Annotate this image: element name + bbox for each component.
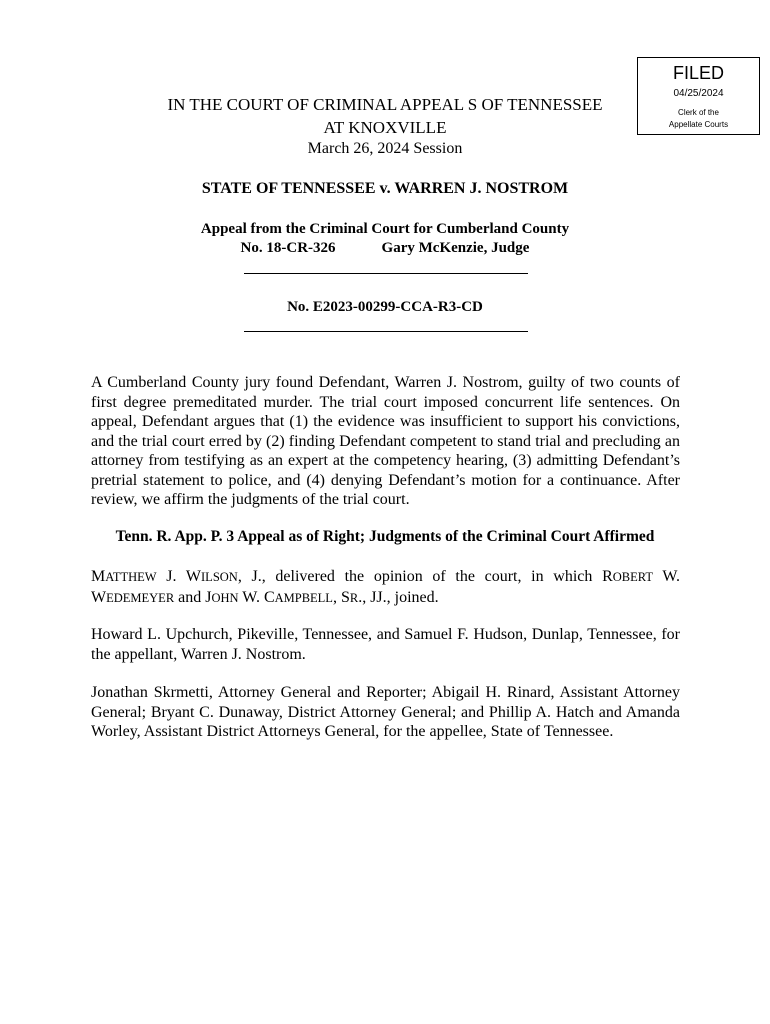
author-name-part: M bbox=[91, 568, 106, 585]
author-name-part: ILSON bbox=[201, 570, 238, 584]
judge-name-part: R bbox=[349, 590, 359, 605]
divider-rule bbox=[244, 273, 528, 274]
session-date: March 26, 2024 Session bbox=[307, 140, 463, 157]
opinion-authorship bbox=[91, 567, 680, 608]
opinion-text: , J., delivered the opinion of the court, in which R bbox=[237, 568, 613, 585]
judge-name-part: , S bbox=[332, 588, 350, 606]
stamp-clerk-line: Clerk of the bbox=[678, 108, 719, 117]
stamp-title: FILED bbox=[672, 63, 724, 83]
divider-rule bbox=[244, 331, 528, 332]
appellant-counsel: Howard L. Upchurch, Pikeville, Tennessee, and Samuel F. Hudson, Dunlap, Tennessee, for the appellant, Warren J. Nostrom. bbox=[91, 626, 680, 663]
judge-name-part: EDEMEYER bbox=[106, 590, 175, 605]
judge-name-part: AMPBELL bbox=[274, 590, 333, 605]
author-name-part: ATTHEW bbox=[105, 570, 157, 584]
stamp-courts-line: Appellate Courts bbox=[668, 120, 729, 129]
court-location: AT KNOXVILLE bbox=[323, 118, 447, 137]
opinion-text: ., JJ., joined. bbox=[358, 588, 439, 606]
lower-case-number: No. 18-CR-326 bbox=[240, 240, 336, 256]
docket-number: No. E2023-00299-CCA-R3-CD bbox=[287, 299, 483, 315]
lower-court-info bbox=[0, 238, 770, 258]
appeal-from: Appeal from the Criminal Court for Cumberland County bbox=[200, 221, 570, 237]
judge-name-part: W. W bbox=[91, 568, 681, 606]
case-summary: A Cumberland County jury found Defendant, Warren J. Nostrom, guilty of two counts of first degree premeditated murder. The trial court imposed concurrent life sentences. On appeal, Defendant argues that (1) the evidence was insufficient to support his convictions, and the trial court erred by (2) finding Defendant competent to stand trial and precluding an attorney from testifying as an expert at the competency hearing, (3) admitting Defendant’s pretrial statement to police, and (4) denying Defendant’s motion for a continuance. After review, we affirm the judgments of the trial court. bbox=[91, 374, 680, 508]
judge-name-part: OBERT bbox=[612, 570, 653, 584]
judge-name-part: and J bbox=[174, 588, 212, 606]
appellee-counsel: Jonathan Skrmetti, Attorney General and Reporter; Abigail H. Rinard, Assistant Attorney General; Bryant C. Dunaway, District Attorney General; and Phillip A. Hatch and Amanda Worley, Assistant District Attorneys General, for the appellee, State of Tennessee. bbox=[91, 684, 680, 740]
author-name-part: J. W bbox=[156, 568, 202, 585]
disposition: Tenn. R. App. P. 3 Appeal as of Right; Judgments of the Criminal Court Affirmed bbox=[115, 528, 655, 545]
case-title: STATE OF TENNESSEE v. WARREN J. NOSTROM bbox=[201, 180, 569, 197]
court-name: IN THE COURT OF CRIMINAL APPEAL S OF TENNESSEE bbox=[167, 95, 603, 114]
trial-judge: Gary McKenzie, Judge bbox=[381, 240, 530, 256]
judge-name-part: OHN bbox=[211, 590, 239, 605]
judge-name-part: W. C bbox=[238, 588, 275, 606]
stamp-date: 04/25/2024 bbox=[673, 88, 724, 99]
